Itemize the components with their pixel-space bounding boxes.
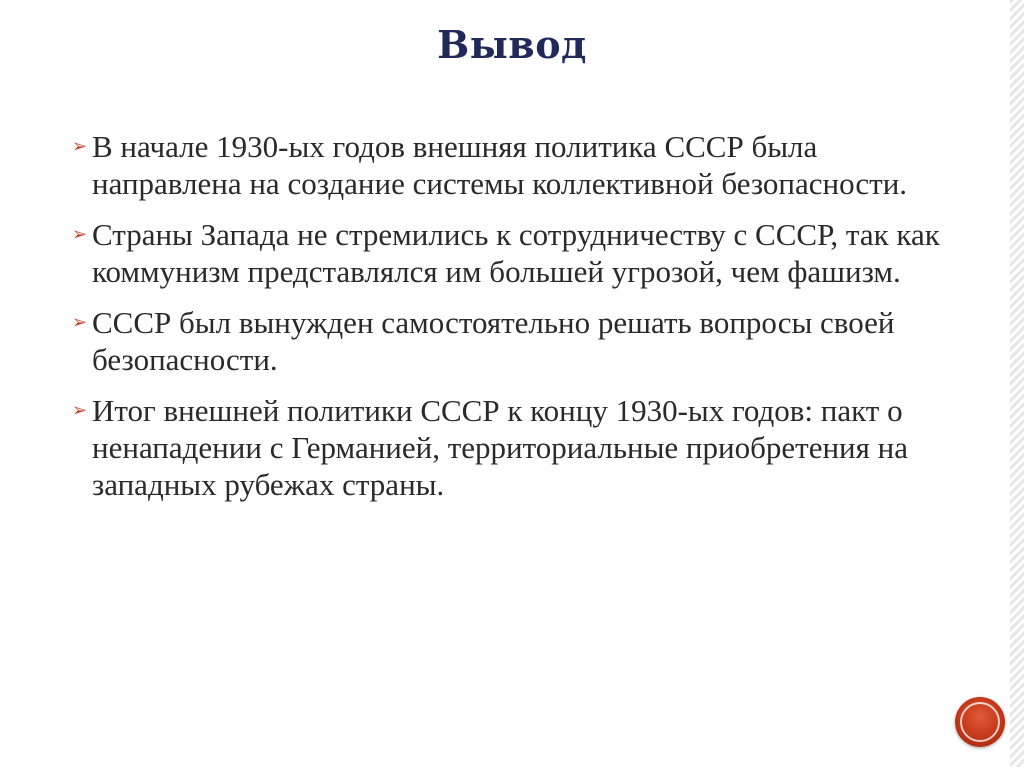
- arrow-bullet-icon: ➢: [72, 136, 88, 157]
- arrow-bullet-icon: ➢: [72, 224, 88, 245]
- arrow-bullet-icon: ➢: [72, 312, 88, 333]
- list-item: [72, 216, 972, 290]
- arrow-bullet-icon: ➢: [72, 400, 88, 421]
- nav-button-ring: [960, 702, 1000, 742]
- list-item: [72, 304, 972, 378]
- list-item: [72, 392, 972, 503]
- bullet-text: Итог внешней политики СССР к концу 1930-ых годов: пакт о ненападении с Германией, территориальные приобретения на западных рубежах страны.: [92, 393, 908, 502]
- decorative-edge-stripes: [1010, 0, 1024, 767]
- list-item: [72, 128, 972, 202]
- bullet-text: В начале 1930-ых годов внешняя политика СССР была направлена на создание системы коллективной безопасности.: [92, 129, 908, 201]
- circle-nav-icon[interactable]: [955, 697, 1005, 747]
- bullet-text: СССР был вынужден самостоятельно решать вопросы своей безопасности.: [92, 305, 895, 377]
- bullet-text: Страны Запада не стремились к сотрудничеству с СССР, так как коммунизм представлялся им большей угрозой, чем фашизм.: [92, 217, 940, 289]
- bullet-list: [72, 128, 972, 517]
- slide-title: Вывод: [437, 22, 587, 67]
